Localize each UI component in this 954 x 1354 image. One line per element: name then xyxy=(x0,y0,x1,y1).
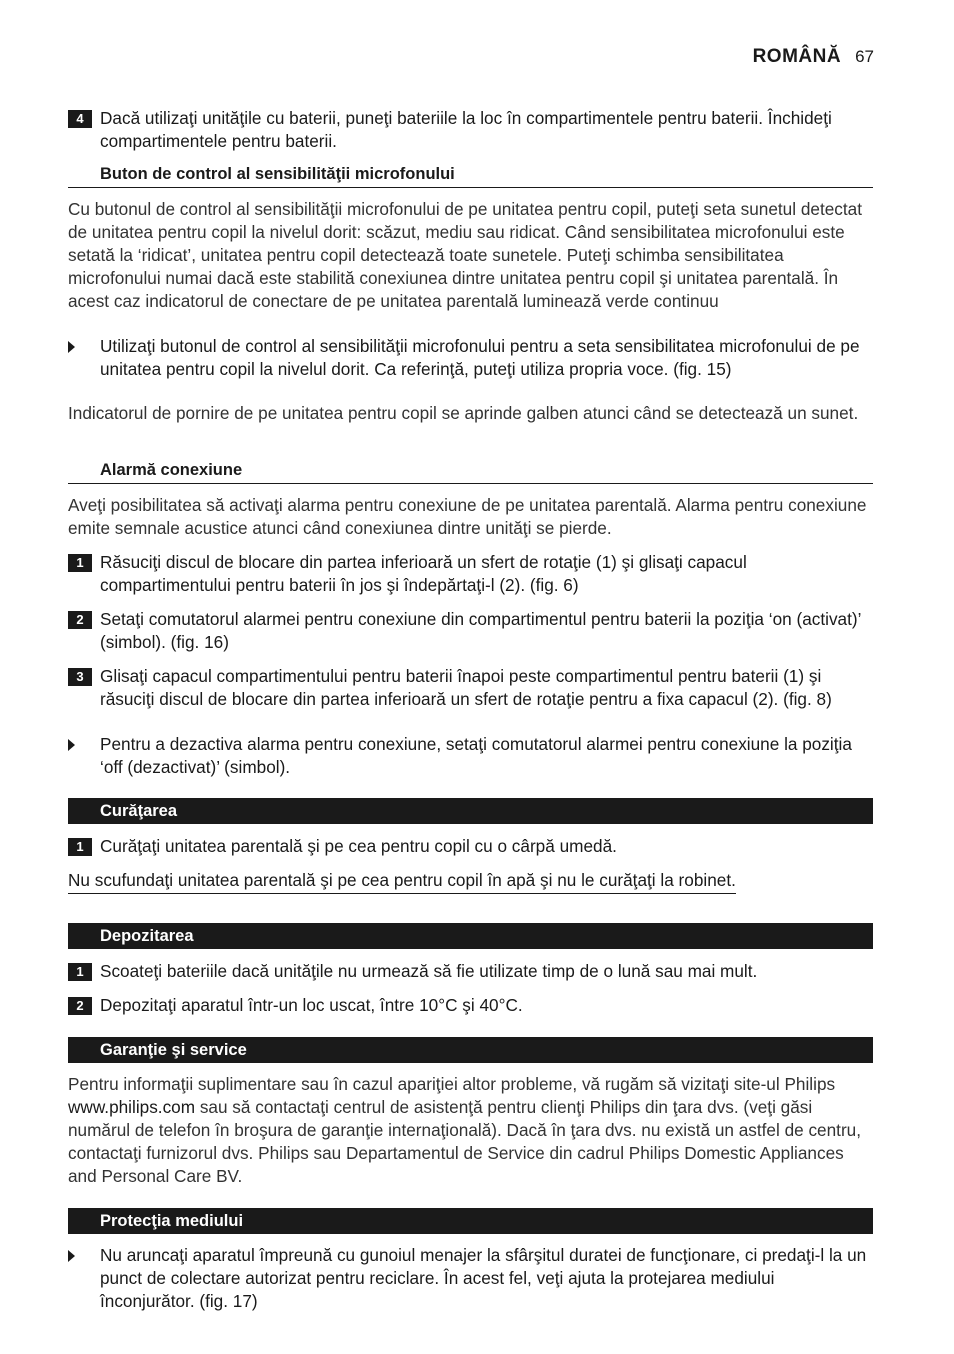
mic-section-title: Buton de control al sensibilităţii microfonului xyxy=(68,163,873,188)
alarm-bullet-text: Pentru a dezactiva alarma pentru conexiune, setaţi comutatorul alarmei pentru conexiune la poziţia ‘off (dezactivat)’ (simbol). xyxy=(100,734,852,777)
cleaning-section-title: Curăţarea xyxy=(68,798,873,824)
language-label: ROMÂNĂ xyxy=(752,46,842,67)
step-number: 1 xyxy=(68,554,92,572)
cleaning-warning xyxy=(68,869,873,894)
step-text: Depozitaţi aparatul într-un loc uscat, între 10°C şi 40°C. xyxy=(100,995,523,1015)
mic-intro xyxy=(68,198,873,313)
page-number: 67 xyxy=(855,47,874,66)
philips-website-link[interactable]: www.philips.com xyxy=(68,1097,196,1117)
mic-note-text: Indicatorul de pornire de pe unitatea pentru copil se aprinde galben atunci când se detectează un sunet. xyxy=(68,403,859,423)
cleaning-step-1 xyxy=(68,835,873,858)
warranty-text xyxy=(68,1073,873,1188)
step-text: Dacă utilizaţi unităţile cu baterii, puneţi bateriile la loc în compartimentele pentru baterii. Închideţi compartimentele pentru baterii. xyxy=(100,108,832,151)
step-number: 4 xyxy=(68,110,92,128)
step-text: Curăţaţi unitatea parentală şi pe cea pentru copil cu o cârpă umedă. xyxy=(100,836,617,856)
environment-section-title: Protecţia mediului xyxy=(68,1208,873,1234)
alarm-bullet xyxy=(68,733,873,779)
step-number: 1 xyxy=(68,963,92,981)
warranty-paragraph xyxy=(68,1073,873,1188)
alarm-step-1 xyxy=(68,551,873,597)
alarm-intro-text: Aveţi posibilitatea să activaţi alarma pentru conexiune de pe unitatea parentală. Alarma pentru conexiune emite semnale acustice atunci când conexiunea dintre unităţi se pierde. xyxy=(68,495,867,538)
step-4 xyxy=(68,107,873,153)
warranty-text-before: Pentru informaţii suplimentare sau în cazul apariţiei altor probleme, vă rugăm să vizitaţi site-ul Philips xyxy=(68,1074,836,1094)
mic-section-title-row xyxy=(68,163,873,188)
alarm-step-2 xyxy=(68,608,873,654)
bullet-arrow-icon xyxy=(68,341,75,353)
step-number: 2 xyxy=(68,997,92,1015)
step-number: 1 xyxy=(68,838,92,856)
alarm-step-3 xyxy=(68,665,873,711)
step-text: Răsuciţi discul de blocare din partea inferioară un sfert de rotaţie (1) şi glisaţi capacul compartimentului pentru baterii în jos şi îndepărtaţi-l (2). (fig. 6) xyxy=(100,552,747,595)
step-number: 3 xyxy=(68,668,92,686)
bullet-arrow-icon xyxy=(68,1250,75,1262)
environment-bullet xyxy=(68,1244,873,1313)
storage-section-title: Depozitarea xyxy=(68,923,873,949)
warranty-text-after: sau să contactaţi centrul de asistenţă pentru clienţi Philips din ţara dvs. (veţi găsi numărul de telefon în broşura de garanţie internaţională). Dacă în ţara dvs. nu există un astfel de centru, contactaţi furnizorul dvs. Philips sau Departamentul de Service din cadrul Philips Domestic Appliances and Personal Care BV. xyxy=(68,1097,862,1186)
alarm-intro xyxy=(68,494,873,540)
step-number: 2 xyxy=(68,611,92,629)
storage-step-2 xyxy=(68,994,873,1017)
mic-note xyxy=(68,402,873,425)
step-text: Setaţi comutatorul alarmei pentru conexiune din compartimentul pentru baterii la poziţia ‘on (activat)’ (simbol). (fig. 16) xyxy=(100,609,861,652)
storage-step-1 xyxy=(68,960,873,983)
step-text: Scoateţi bateriile dacă unităţile nu urmează să fie utilizate timp de o lună sau mai mult. xyxy=(100,961,758,981)
warranty-section-title: Garanţie şi service xyxy=(68,1037,873,1063)
alarm-section-title: Alarmă conexiune xyxy=(68,459,873,484)
bullet-arrow-icon xyxy=(68,739,75,751)
cleaning-warning-text: Nu scufundaţi unitatea parentală şi pe cea pentru copil în apă şi nu le curăţaţi la robinet. xyxy=(68,869,736,894)
page-header xyxy=(753,46,874,68)
environment-bullet-text: Nu aruncaţi aparatul împreună cu gunoiul menajer la sfârşitul duratei de funcţionare, ci predaţi-l la un punct de colectare autorizat pentru reciclare. În acest fel, veţi ajuta la protejarea mediului înconjurător. (fig. 17) xyxy=(100,1245,867,1311)
step-text: Glisaţi capacul compartimentului pentru baterii înapoi peste compartimentul pentru baterii (1) şi răsuciţi discul de blocare din partea inferioară un sfert de rotaţie pentru a fixa capacul (2). (fig. 8) xyxy=(100,666,832,709)
mic-intro-text: Cu butonul de control al sensibilităţii microfonului de pe unitatea pentru copil, puteţi seta sunetul detectat de unitatea pentru copil la nivelul dorit: scăzut, mediu sau ridicat. Când sensibilitatea microfonului este setată la ‘ridicat’, unitatea pentru copil detectează toate sunetele. Puteţi schimba sensibilitatea microfonului numai dacă este stabilită conexiunea dintre unitatea pentru copil şi unitatea parentală. În acest caz indicatorul de conectare de pe unitatea parentală luminează verde continuu xyxy=(68,199,862,311)
mic-bullet xyxy=(68,335,873,381)
alarm-section-title-row xyxy=(68,459,873,484)
mic-bullet-text: Utilizaţi butonul de control al sensibilităţii microfonului pentru a seta sensibilitatea microfonului de pe unitatea pentru copil la nivelul dorit. Ca referinţă, puteţi utiliza propria voce. (fig. 15) xyxy=(100,336,860,379)
